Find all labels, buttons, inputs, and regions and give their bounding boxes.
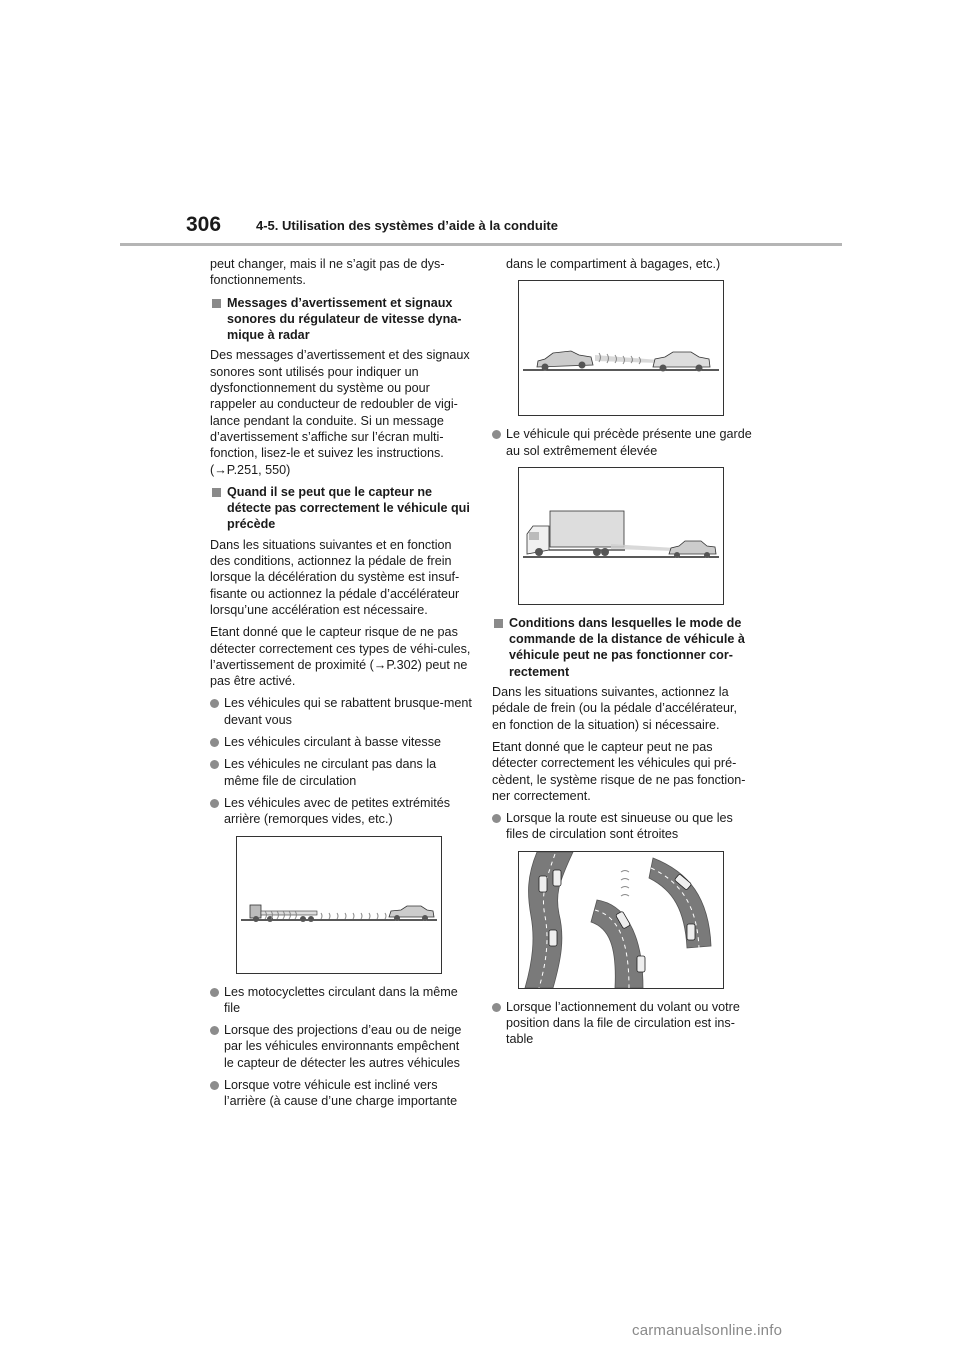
car-icon: [687, 924, 695, 940]
list-item: Lorsque la route est sinueuse ou que les files de circulation sont étroites: [492, 810, 754, 843]
paragraph-situations: Dans les situations suivantes et en fonction des conditions, actionnez la pédale de frein lorsque la décélération du système est insuf-fisante ou actionnez la pédale d’accélérateur lorsqu’une accélération est nécessaire.: [210, 537, 460, 617]
paragraph-warning: Des messages d’avertissement et des signaux sonores sont utilisés pour indiquer un dysfonctionnement du système ou pour rappeler au conducteur de redoubler de vigi-lance pendant la conduite. Si un message d’avertissement s’affiche sur l’écran multi-fonction, lisez-le et suivez les instructions. (→P.251, 550): [210, 348, 470, 477]
paragraph-brake: Dans les situations suivantes, actionnez la pédale de frein (ou la pédale d’accélérateur, en fonction de la situation) si nécessaire.: [492, 685, 738, 732]
car-icon: [637, 956, 645, 972]
trailer-illustration: [237, 837, 441, 973]
list-item: Les véhicules qui se rabattent brusque-ment devant vous: [210, 695, 472, 728]
car-icon: [549, 930, 557, 946]
list-item: Les véhicules ne circulant pas dans la même file de circulation: [210, 756, 472, 789]
car-icon: [669, 541, 716, 558]
watermark: carmanualsonline.info: [632, 1322, 783, 1339]
list-item: Les véhicules circulant à basse vitesse: [210, 734, 472, 750]
left-column: [210, 256, 472, 1116]
intro-text: peut changer, mais il ne s’agit pas de dys-fonctionnements.: [210, 257, 445, 288]
figure-high-clearance: [518, 467, 724, 605]
page-number: 306: [186, 213, 222, 236]
heading-text: Quand il se peut que le capteur ne détecte pas correctement le véhicule qui précède: [227, 484, 470, 532]
high-clearance-illustration: [519, 468, 723, 604]
round-bullet-icon: [210, 738, 219, 747]
winding-road-illustration: [519, 852, 723, 988]
list-item: Le véhicule qui précède présente une garde au sol extrêmement élevée: [492, 426, 754, 459]
list-item: Les motocyclettes circulant dans la même file: [210, 984, 472, 1017]
round-bullet-icon: [210, 699, 219, 708]
right-column: [492, 256, 754, 1054]
car-icon: [537, 351, 593, 371]
figure-winding-road: [518, 851, 724, 989]
car-icon: [553, 870, 561, 886]
round-bullet-icon: [210, 988, 219, 997]
heading-warning-messages: [210, 295, 472, 344]
round-bullet-icon: [210, 1081, 219, 1090]
heading-text: Messages d’avertissement et signaux sonores du régulateur de vitesse dyna-mique à radar: [227, 295, 462, 343]
list-item: Lorsque des projections d’eau ou de neige par les véhicules environnants empêchent le capteur de détecter les autres véhicules: [210, 1022, 472, 1071]
car-icon: [653, 352, 710, 372]
list-item: Lorsque l’actionnement du volant ou votre position dans la file de circulation est ins-table: [492, 999, 754, 1048]
figure-empty-trailer: [236, 836, 442, 974]
heading-text: Conditions dans lesquelles le mode de commande de la distance de véhicule à véhicule peut ne pas fonctionner cor-rectement: [509, 615, 745, 679]
list-item: Lorsque votre véhicule est incliné vers l’arrière (à cause d’une charge importante: [210, 1077, 472, 1110]
continuation-text: dans le compartiment à bagages, etc.): [506, 257, 721, 271]
round-bullet-icon: [210, 760, 219, 769]
square-bullet-icon: [494, 619, 503, 628]
square-bullet-icon: [212, 299, 221, 308]
round-bullet-icon: [210, 799, 219, 808]
round-bullet-icon: [492, 814, 501, 823]
tilted-vehicle-illustration: [519, 281, 723, 415]
paragraph-proximity: Etant donné que le capteur risque de ne pas détecter correctement ces types de véhi-cules, l’avertissement de proximité (→P.302) peut ne pas être activé.: [210, 625, 471, 689]
list-item: Les véhicules avec de petites extrémités arrière (remorques vides, etc.): [210, 795, 472, 828]
section-title: 4-5. Utilisation des systèmes d’aide à la conduite: [256, 218, 558, 233]
paragraph-sensor: Etant donné que le capteur peut ne pas détecter correctement les véhicules qui pré-cèdent, le système risque de ne pas fonction-ner correctement.: [492, 739, 746, 803]
car-icon: [539, 876, 547, 892]
round-bullet-icon: [492, 430, 501, 439]
round-bullet-icon: [210, 1026, 219, 1035]
heading-sensor-detection: [210, 484, 472, 533]
square-bullet-icon: [212, 488, 221, 497]
round-bullet-icon: [492, 1003, 501, 1012]
figure-tilted-vehicle: [518, 280, 724, 416]
car-icon: [389, 906, 434, 921]
heading-distance-control: [492, 615, 754, 680]
truck-icon: [527, 511, 625, 556]
header-rule: [120, 243, 842, 246]
